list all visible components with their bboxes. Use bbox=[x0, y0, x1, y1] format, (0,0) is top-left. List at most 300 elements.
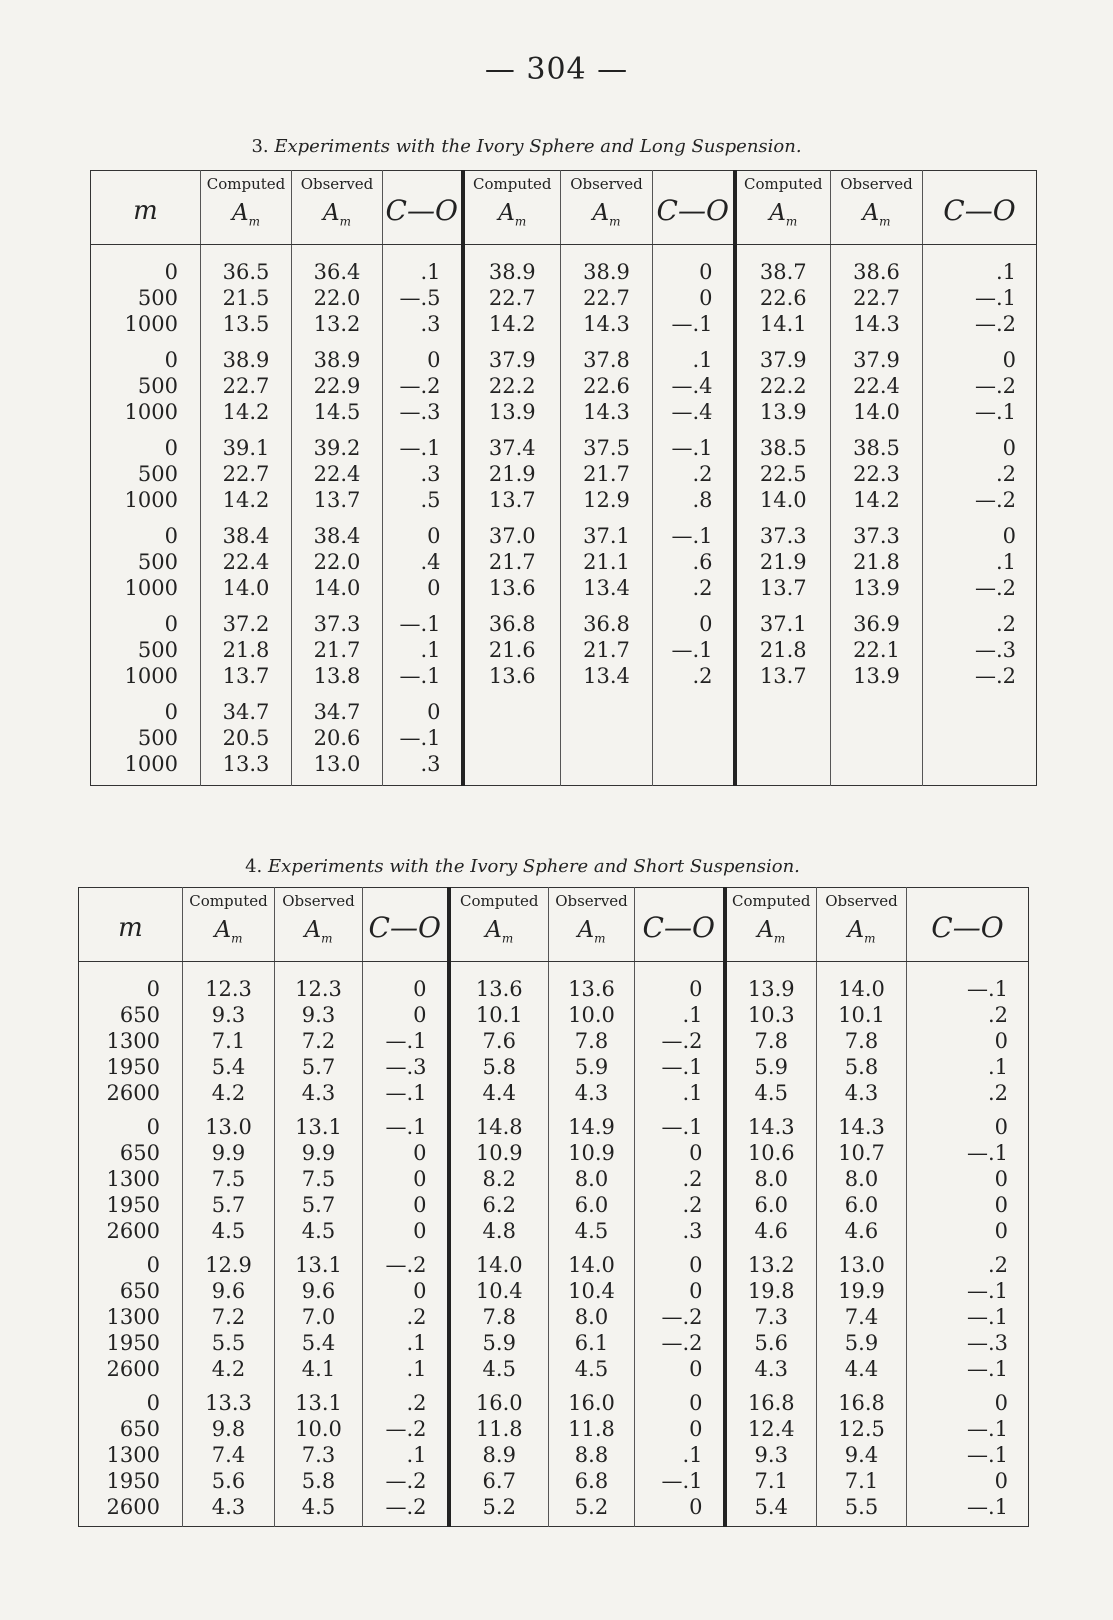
am-symbol: $A_m$ bbox=[485, 917, 514, 946]
cell-value: 7.5 bbox=[211, 1167, 246, 1191]
cell-value: 5.7 bbox=[301, 1055, 336, 1079]
cell-value: 10.0 bbox=[295, 1417, 342, 1441]
cell-value: 0 bbox=[164, 260, 178, 284]
cell-value: 38.9 bbox=[583, 260, 630, 284]
cell-value: 0 bbox=[164, 524, 178, 548]
computed-values-cell bbox=[463, 601, 561, 689]
cell-value: 22.2 bbox=[759, 374, 807, 398]
cell-value: 5.4 bbox=[301, 1331, 336, 1355]
c-minus-o-values-cell bbox=[383, 425, 463, 513]
computed-values-cell bbox=[183, 1106, 275, 1244]
observed-values-cell bbox=[831, 245, 923, 338]
cell-value: 6.0 bbox=[844, 1193, 879, 1217]
cell-value: 13.9 bbox=[853, 664, 900, 688]
am-symbol: $A_m$ bbox=[847, 917, 876, 946]
cell-value: 7.4 bbox=[844, 1305, 879, 1329]
c-minus-o-column-header: C—O bbox=[635, 888, 725, 962]
cell-value: 38.5 bbox=[759, 436, 807, 460]
cell-value: 0 bbox=[164, 436, 178, 460]
computed-values-cell bbox=[735, 689, 831, 786]
cell-value: 21.6 bbox=[488, 638, 536, 662]
cell-value: 12.5 bbox=[838, 1417, 885, 1441]
cell-value: 7.8 bbox=[482, 1305, 516, 1329]
computed-values-cell bbox=[463, 245, 561, 338]
c-minus-o-values-cell bbox=[363, 1106, 449, 1244]
cell-value: 39.1 bbox=[222, 436, 270, 460]
cell-value: 34.7 bbox=[313, 700, 361, 724]
cell-value: 0 bbox=[689, 977, 703, 1001]
cell-value: —.4 bbox=[671, 400, 713, 424]
cell-value: 13.7 bbox=[759, 576, 807, 600]
cell-value: 36.8 bbox=[583, 612, 630, 636]
observed-values-cell bbox=[292, 513, 383, 601]
cell-value: .2 bbox=[682, 1193, 703, 1217]
cell-value: 0 bbox=[689, 1417, 703, 1441]
cell-value: 0 bbox=[146, 1253, 160, 1277]
computed-values-cell bbox=[449, 1382, 549, 1527]
cell-value: 2600 bbox=[106, 1357, 160, 1381]
cell-value: .3 bbox=[420, 752, 441, 776]
observed-values-cell bbox=[292, 337, 383, 425]
cell-value: 5.9 bbox=[844, 1331, 879, 1355]
experiments-table-long-suspension bbox=[90, 170, 1037, 786]
computed-values-cell bbox=[201, 689, 292, 786]
cell-value: 650 bbox=[119, 1003, 160, 1027]
observed-values-cell bbox=[831, 689, 923, 786]
cell-value: —.2 bbox=[974, 664, 1016, 688]
cell-value: 5.9 bbox=[574, 1055, 609, 1079]
cell-value: 500 bbox=[137, 550, 178, 574]
cell-value: 5.9 bbox=[482, 1331, 516, 1355]
c-minus-o-values-cell bbox=[383, 601, 463, 689]
cell-value: 2600 bbox=[106, 1081, 160, 1105]
cell-value: 22.6 bbox=[583, 374, 630, 398]
cell-value: 7.8 bbox=[574, 1029, 609, 1053]
cell-value: .2 bbox=[995, 612, 1016, 636]
cell-value: 4.3 bbox=[754, 1357, 788, 1381]
cell-value: 12.4 bbox=[747, 1417, 795, 1441]
observed-values-cell bbox=[275, 962, 363, 1107]
cell-value: 9.3 bbox=[211, 1003, 246, 1027]
cell-value: 38.7 bbox=[759, 260, 807, 284]
observed-values-cell bbox=[292, 689, 383, 786]
cell-value: 1950 bbox=[106, 1193, 160, 1217]
m-values-cell bbox=[91, 245, 201, 338]
cell-value: —.3 bbox=[966, 1331, 1008, 1355]
cell-value: 7.8 bbox=[754, 1029, 788, 1053]
cell-value: 13.6 bbox=[475, 977, 523, 1001]
cell-value: 5.2 bbox=[482, 1495, 516, 1519]
cell-value: 650 bbox=[119, 1279, 160, 1303]
cell-value: 14.3 bbox=[838, 1115, 885, 1139]
cell-value: .3 bbox=[420, 462, 441, 486]
cell-value: .2 bbox=[692, 664, 713, 688]
cell-value: 22.7 bbox=[583, 286, 630, 310]
cell-value: —.2 bbox=[661, 1331, 703, 1355]
observed-values-cell bbox=[275, 1106, 363, 1244]
cell-value: 13.1 bbox=[295, 1115, 342, 1139]
computed-label: Computed bbox=[743, 175, 823, 193]
cell-value: 13.7 bbox=[759, 664, 807, 688]
c-minus-o-column-header: C—O bbox=[383, 171, 463, 245]
c-minus-o-values-cell bbox=[907, 1106, 1029, 1244]
cell-value: 1300 bbox=[106, 1029, 160, 1053]
cell-value: 4.5 bbox=[574, 1219, 609, 1243]
cell-value: 13.5 bbox=[222, 312, 270, 336]
cell-value: 9.3 bbox=[754, 1443, 788, 1467]
cell-value: 0 bbox=[994, 1193, 1008, 1217]
cell-value: 9.6 bbox=[211, 1279, 246, 1303]
cell-value: —.1 bbox=[966, 1305, 1008, 1329]
c-minus-o-values-cell bbox=[363, 1382, 449, 1527]
cell-value: .2 bbox=[987, 1081, 1008, 1105]
cell-value: 11.8 bbox=[568, 1417, 615, 1441]
c-minus-o-values-cell bbox=[923, 337, 1037, 425]
am-symbol: $A_m$ bbox=[214, 917, 243, 946]
cell-value: 21.8 bbox=[759, 638, 807, 662]
cell-value: 22.1 bbox=[853, 638, 900, 662]
cell-value: 6.1 bbox=[574, 1331, 609, 1355]
cell-value: 4.2 bbox=[211, 1357, 246, 1381]
observed-values-cell bbox=[561, 601, 653, 689]
observed-values-cell bbox=[831, 425, 923, 513]
cell-value: 21.7 bbox=[488, 550, 536, 574]
computed-values-cell bbox=[735, 245, 831, 338]
m-values-cell bbox=[79, 1244, 183, 1382]
am-symbol: $A_m$ bbox=[757, 917, 786, 946]
cell-value: 36.5 bbox=[222, 260, 270, 284]
cell-value: 10.9 bbox=[568, 1141, 615, 1165]
cell-value: 6.0 bbox=[754, 1193, 788, 1217]
cell-value: 7.8 bbox=[844, 1029, 879, 1053]
cell-value: 8.9 bbox=[482, 1443, 516, 1467]
observed-values-cell bbox=[549, 1244, 635, 1382]
table-4-body bbox=[79, 962, 1029, 1527]
cell-value: .1 bbox=[682, 1081, 703, 1105]
cell-value: 13.6 bbox=[488, 664, 536, 688]
computed-values-cell bbox=[735, 337, 831, 425]
computed-values-cell bbox=[463, 689, 561, 786]
cell-value: 7.3 bbox=[301, 1443, 336, 1467]
cell-value: 14.0 bbox=[222, 576, 270, 600]
cell-value: 4.3 bbox=[574, 1081, 609, 1105]
computed-column-header bbox=[735, 171, 831, 245]
cell-value: 0 bbox=[413, 1279, 427, 1303]
cell-value: 8.0 bbox=[844, 1167, 879, 1191]
cell-value: 0 bbox=[413, 1003, 427, 1027]
cell-value: 7.1 bbox=[754, 1469, 788, 1493]
am-symbol: $A_m$ bbox=[304, 917, 333, 946]
cell-value: 7.1 bbox=[211, 1029, 246, 1053]
cell-value: —.3 bbox=[974, 638, 1016, 662]
table-4-caption-text: Experiments with the Ivory Sphere and Short Suspension. bbox=[268, 856, 800, 877]
table-row-block bbox=[79, 962, 1029, 1107]
cell-value: —.2 bbox=[385, 1253, 427, 1277]
m-values-cell bbox=[79, 1106, 183, 1244]
observed-label: Observed bbox=[825, 892, 898, 910]
m-values-cell bbox=[91, 337, 201, 425]
cell-value: 12.3 bbox=[205, 977, 252, 1001]
cell-value: —.1 bbox=[661, 1055, 703, 1079]
cell-value: .8 bbox=[692, 488, 713, 512]
c-minus-o-values-cell bbox=[383, 689, 463, 786]
cell-value: 1300 bbox=[106, 1443, 160, 1467]
cell-value: 37.9 bbox=[759, 348, 807, 372]
cell-value: 1950 bbox=[106, 1055, 160, 1079]
cell-value: 22.0 bbox=[313, 550, 361, 574]
computed-values-cell bbox=[201, 513, 292, 601]
cell-value: 21.7 bbox=[313, 638, 361, 662]
table-header-row bbox=[79, 888, 1029, 962]
cell-value: 8.0 bbox=[754, 1167, 788, 1191]
cell-value: 20.6 bbox=[313, 726, 361, 750]
cell-value: 0 bbox=[164, 348, 178, 372]
cell-value: .2 bbox=[987, 1253, 1008, 1277]
cell-value: 4.3 bbox=[844, 1081, 879, 1105]
cell-value: —.1 bbox=[966, 977, 1008, 1001]
observed-values-cell bbox=[549, 1106, 635, 1244]
cell-value: 13.9 bbox=[747, 977, 795, 1001]
computed-values-cell bbox=[725, 1382, 817, 1527]
computed-values-cell bbox=[183, 1382, 275, 1527]
cell-value: 6.2 bbox=[482, 1193, 516, 1217]
cell-value: 0 bbox=[699, 612, 713, 636]
c-minus-o-values-cell bbox=[383, 245, 463, 338]
c-minus-o-values-cell bbox=[907, 1382, 1029, 1527]
cell-value: 7.5 bbox=[301, 1167, 336, 1191]
observed-values-cell bbox=[831, 337, 923, 425]
c-minus-o-values-cell bbox=[653, 513, 735, 601]
cell-value: 37.8 bbox=[583, 348, 630, 372]
cell-value: 9.3 bbox=[301, 1003, 336, 1027]
cell-value: .1 bbox=[987, 1055, 1008, 1079]
c-minus-o-values-cell bbox=[923, 425, 1037, 513]
cell-value: —.1 bbox=[399, 664, 441, 688]
cell-value: 0 bbox=[994, 1167, 1008, 1191]
observed-values-cell bbox=[275, 1382, 363, 1527]
table-row-block bbox=[91, 245, 1037, 338]
computed-values-cell bbox=[183, 1244, 275, 1382]
am-symbol: $A_m$ bbox=[769, 200, 798, 229]
cell-value: .6 bbox=[692, 550, 713, 574]
cell-value: 13.2 bbox=[747, 1253, 795, 1277]
cell-value: 38.6 bbox=[853, 260, 900, 284]
cell-value: 19.8 bbox=[747, 1279, 795, 1303]
cell-value: 0 bbox=[699, 286, 713, 310]
table-row-block bbox=[91, 425, 1037, 513]
cell-value: 37.9 bbox=[853, 348, 900, 372]
computed-values-cell bbox=[201, 425, 292, 513]
cell-value: 11.8 bbox=[475, 1417, 523, 1441]
computed-values-cell bbox=[449, 962, 549, 1107]
cell-value: .2 bbox=[692, 462, 713, 486]
cell-value: 22.4 bbox=[313, 462, 361, 486]
cell-value: 500 bbox=[137, 374, 178, 398]
cell-value: 14.0 bbox=[853, 400, 900, 424]
cell-value: 21.9 bbox=[759, 550, 807, 574]
observed-column-header bbox=[292, 171, 383, 245]
cell-value: 0 bbox=[994, 1391, 1008, 1415]
cell-value: 0 bbox=[146, 1391, 160, 1415]
observed-values-cell bbox=[561, 689, 653, 786]
am-symbol: $A_m$ bbox=[577, 917, 606, 946]
observed-values-cell bbox=[831, 513, 923, 601]
c-minus-o-values-cell bbox=[923, 689, 1037, 786]
cell-value: —.1 bbox=[966, 1357, 1008, 1381]
cell-value: 14.3 bbox=[853, 312, 900, 336]
cell-value: 10.4 bbox=[475, 1279, 523, 1303]
cell-value: —.1 bbox=[661, 1469, 703, 1493]
cell-value: 4.6 bbox=[844, 1219, 879, 1243]
cell-value: 13.3 bbox=[222, 752, 270, 776]
cell-value: 22.7 bbox=[488, 286, 536, 310]
cell-value: —.2 bbox=[385, 1469, 427, 1493]
cell-value: 0 bbox=[413, 977, 427, 1001]
cell-value: 0 bbox=[994, 1115, 1008, 1139]
table-4-caption bbox=[0, 856, 1079, 877]
cell-value: 14.0 bbox=[759, 488, 807, 512]
cell-value: 36.8 bbox=[488, 612, 536, 636]
cell-value: 22.6 bbox=[759, 286, 807, 310]
m-values-cell bbox=[79, 1382, 183, 1527]
cell-value: 0 bbox=[994, 1029, 1008, 1053]
cell-value: 0 bbox=[1002, 436, 1016, 460]
cell-value: 38.4 bbox=[313, 524, 361, 548]
cell-value: 22.7 bbox=[853, 286, 900, 310]
cell-value: —.1 bbox=[671, 524, 713, 548]
cell-value: 36.9 bbox=[853, 612, 900, 636]
cell-value: 1300 bbox=[106, 1167, 160, 1191]
experiments-table-short-suspension bbox=[78, 887, 1029, 1527]
cell-value: 8.8 bbox=[574, 1443, 609, 1467]
observed-values-cell bbox=[561, 425, 653, 513]
cell-value: 13.0 bbox=[313, 752, 361, 776]
table-row-block bbox=[91, 601, 1037, 689]
cell-value: .1 bbox=[682, 1443, 703, 1467]
cell-value: 37.1 bbox=[583, 524, 630, 548]
cell-value: .2 bbox=[692, 576, 713, 600]
cell-value: 13.0 bbox=[205, 1115, 252, 1139]
cell-value: 8.2 bbox=[482, 1167, 516, 1191]
observed-column-header bbox=[561, 171, 653, 245]
cell-value: 4.5 bbox=[754, 1081, 788, 1105]
table-3-caption bbox=[0, 136, 1083, 157]
cell-value: 14.0 bbox=[313, 576, 361, 600]
cell-value: —.1 bbox=[966, 1279, 1008, 1303]
am-symbol: $A_m$ bbox=[322, 200, 351, 229]
cell-value: —.1 bbox=[385, 1115, 427, 1139]
cell-value: 0 bbox=[699, 260, 713, 284]
c-minus-o-values-cell bbox=[907, 1244, 1029, 1382]
cell-value: 500 bbox=[137, 462, 178, 486]
observed-label: Observed bbox=[570, 175, 643, 193]
cell-value: 37.0 bbox=[488, 524, 536, 548]
cell-value: .1 bbox=[995, 260, 1016, 284]
computed-values-cell bbox=[449, 1244, 549, 1382]
cell-value: 8.0 bbox=[574, 1305, 609, 1329]
cell-value: —.2 bbox=[661, 1029, 703, 1053]
observed-values-cell bbox=[561, 337, 653, 425]
cell-value: —.1 bbox=[966, 1141, 1008, 1165]
cell-value: .1 bbox=[406, 1357, 427, 1381]
cell-value: 650 bbox=[119, 1141, 160, 1165]
table-4-caption-number: 4. bbox=[245, 856, 263, 877]
cell-value: 0 bbox=[427, 576, 441, 600]
computed-values-cell bbox=[463, 337, 561, 425]
cell-value: 34.7 bbox=[222, 700, 270, 724]
cell-value: 22.4 bbox=[853, 374, 900, 398]
cell-value: 14.3 bbox=[583, 312, 630, 336]
cell-value: —.2 bbox=[661, 1305, 703, 1329]
computed-values-cell bbox=[735, 513, 831, 601]
cell-value: 16.0 bbox=[475, 1391, 523, 1415]
cell-value: —.1 bbox=[661, 1115, 703, 1139]
cell-value: 16.8 bbox=[838, 1391, 885, 1415]
cell-value: 21.7 bbox=[583, 638, 630, 662]
cell-value: 14.2 bbox=[222, 400, 270, 424]
cell-value: .2 bbox=[406, 1305, 427, 1329]
cell-value: 5.9 bbox=[754, 1055, 788, 1079]
table-row-block bbox=[91, 337, 1037, 425]
cell-value: 22.5 bbox=[759, 462, 807, 486]
cell-value: .2 bbox=[682, 1167, 703, 1191]
cell-value: 12.3 bbox=[295, 977, 342, 1001]
observed-values-cell bbox=[817, 1106, 907, 1244]
cell-value: 36.4 bbox=[313, 260, 361, 284]
cell-value: .1 bbox=[420, 638, 441, 662]
cell-value: —.2 bbox=[974, 488, 1016, 512]
cell-value: 0 bbox=[427, 524, 441, 548]
cell-value: 1000 bbox=[124, 664, 178, 688]
cell-value: —.1 bbox=[399, 612, 441, 636]
cell-value: 37.3 bbox=[759, 524, 807, 548]
cell-value: 22.4 bbox=[222, 550, 270, 574]
computed-values-cell bbox=[735, 601, 831, 689]
cell-value: —.3 bbox=[399, 400, 441, 424]
cell-value: .4 bbox=[420, 550, 441, 574]
observed-values-cell bbox=[817, 1382, 907, 1527]
cell-value: 10.1 bbox=[838, 1003, 885, 1027]
c-minus-o-column-header: C—O bbox=[363, 888, 449, 962]
cell-value: 22.3 bbox=[853, 462, 900, 486]
cell-value: 0 bbox=[689, 1357, 703, 1381]
cell-value: —.5 bbox=[399, 286, 441, 310]
cell-value: 22.2 bbox=[488, 374, 536, 398]
cell-value: 13.7 bbox=[488, 488, 536, 512]
cell-value: 10.7 bbox=[838, 1141, 885, 1165]
cell-value: 0 bbox=[689, 1495, 703, 1519]
cell-value: 0 bbox=[427, 348, 441, 372]
cell-value: 16.0 bbox=[568, 1391, 615, 1415]
cell-value: 14.8 bbox=[475, 1115, 523, 1139]
m-values-cell bbox=[79, 962, 183, 1107]
cell-value: 6.8 bbox=[574, 1469, 609, 1493]
table-3-caption-number: 3. bbox=[251, 136, 269, 157]
c-minus-o-values-cell bbox=[923, 513, 1037, 601]
cell-value: 20.5 bbox=[222, 726, 270, 750]
cell-value: 22.7 bbox=[222, 462, 270, 486]
m-values-cell bbox=[91, 425, 201, 513]
c-minus-o-values-cell bbox=[635, 962, 725, 1107]
c-minus-o-column-header: C—O bbox=[653, 171, 735, 245]
cell-value: .1 bbox=[995, 550, 1016, 574]
cell-value: —.1 bbox=[966, 1443, 1008, 1467]
observed-values-cell bbox=[561, 245, 653, 338]
cell-value: 4.1 bbox=[301, 1357, 336, 1381]
cell-value: 13.2 bbox=[313, 312, 361, 336]
cell-value: 13.8 bbox=[313, 664, 361, 688]
cell-value: 19.9 bbox=[838, 1279, 885, 1303]
